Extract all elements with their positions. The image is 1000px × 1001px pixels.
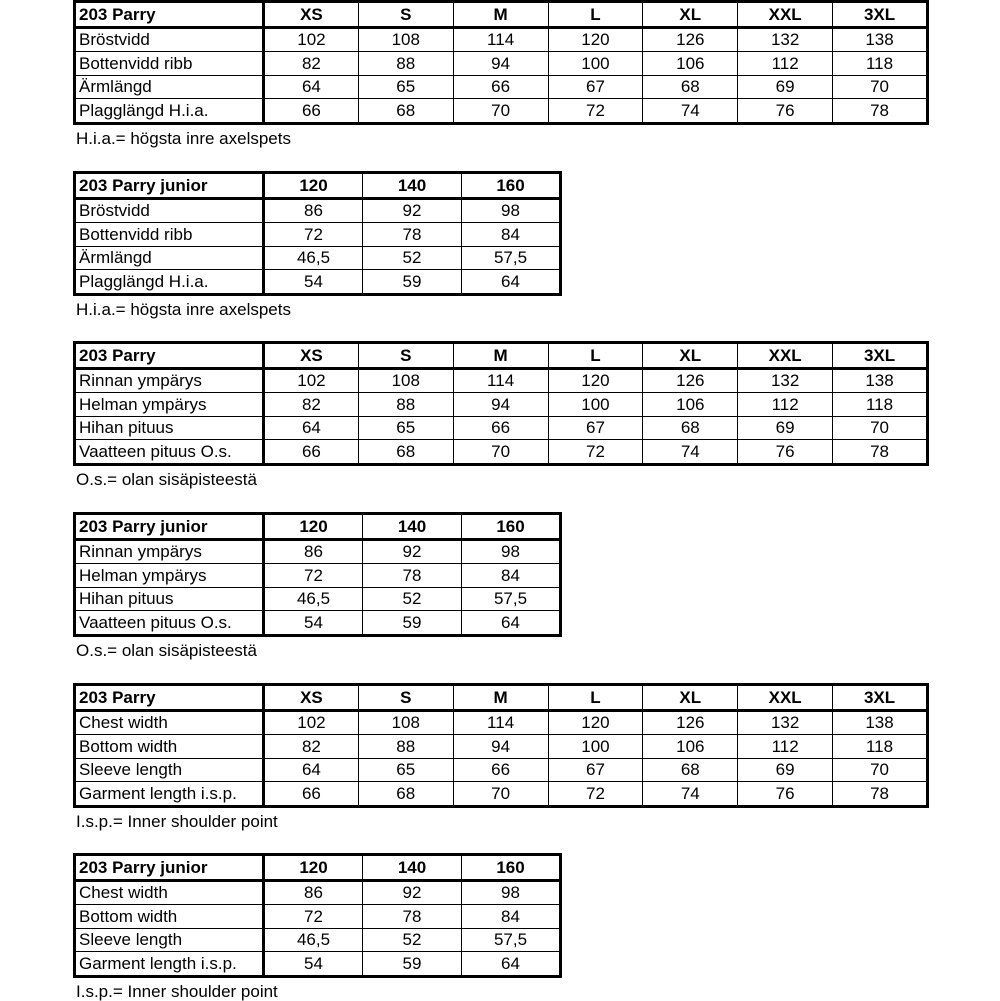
measurement-value: 52 [363,246,462,270]
measurement-value: 138 [833,27,928,52]
size-header-cell: 140 [363,855,462,881]
table-header-row [75,514,561,540]
measurement-value: 86 [264,198,363,223]
table-title: 203 Parry junior [75,173,264,199]
measurement-value: 118 [833,393,928,417]
measurement-label: Sleeve length [75,758,264,782]
measurement-value: 120 [548,368,643,393]
measurement-value: 64 [462,611,561,636]
measurement-value: 64 [264,758,359,782]
size-table-block [73,341,929,488]
measurement-value: 66 [264,99,359,124]
measurement-value: 132 [738,27,833,52]
measurement-value: 92 [363,539,462,564]
table-footnote: O.s.= olan sisäpisteestä [76,640,257,660]
measurement-value: 102 [264,368,359,393]
measurement-value: 100 [548,393,643,417]
measurement-label: Ärmlängd [75,75,264,99]
measurement-label: Bottom width [75,905,264,929]
measurement-value: 98 [462,539,561,564]
measurement-value: 72 [264,223,363,247]
size-header-cell: 120 [264,173,363,199]
measurement-value: 65 [358,416,453,440]
measurement-label: Ärmlängd [75,246,264,270]
size-header-cell: 160 [462,855,561,881]
measurement-value: 68 [643,416,738,440]
measurement-value: 57,5 [462,246,561,270]
table-row [75,52,928,76]
size-header-cell: 160 [462,514,561,540]
table-row [75,539,561,564]
size-table-block [73,0,929,147]
table-row [75,564,561,588]
measurement-value: 76 [738,440,833,465]
table-title: 203 Parry [75,2,264,28]
measurement-value: 114 [453,368,548,393]
measurement-value: 66 [264,782,359,807]
measurement-label: Vaatteen pituus O.s. [75,611,264,636]
measurement-value: 112 [738,52,833,76]
measurement-value: 52 [363,587,462,611]
measurement-value: 94 [453,52,548,76]
table-header-row [75,685,928,711]
measurement-value: 126 [643,710,738,735]
table-row [75,952,561,977]
measurement-value: 92 [363,198,462,223]
size-header-cell: L [548,343,643,369]
measurement-value: 132 [738,368,833,393]
measurement-value: 59 [363,611,462,636]
size-header-cell: 3XL [833,685,928,711]
measurement-value: 98 [462,880,561,905]
measurement-value: 94 [453,393,548,417]
measurement-value: 70 [453,99,548,124]
measurement-value: 72 [548,99,643,124]
size-header-cell: M [453,343,548,369]
size-header-cell: 120 [264,855,363,881]
measurement-value: 76 [738,782,833,807]
measurement-value: 118 [833,735,928,759]
table-row [75,710,928,735]
table-row [75,611,561,636]
table-row [75,782,928,807]
measurement-value: 70 [833,416,928,440]
measurement-label: Chest width [75,710,264,735]
measurement-value: 64 [462,952,561,977]
measurement-value: 106 [643,52,738,76]
table-row [75,27,928,52]
measurement-value: 94 [453,735,548,759]
measurement-value: 84 [462,223,561,247]
measurement-value: 69 [738,75,833,99]
table-row [75,905,561,929]
size-header-cell: 140 [363,173,462,199]
measurement-value: 100 [548,735,643,759]
table-row [75,440,928,465]
measurement-label: Plagglängd H.i.a. [75,99,264,124]
measurement-value: 112 [738,393,833,417]
measurement-label: Helman ympärys [75,393,264,417]
measurement-value: 78 [833,782,928,807]
measurement-value: 70 [833,758,928,782]
measurement-value: 78 [833,440,928,465]
measurement-value: 65 [358,75,453,99]
table-row [75,758,928,782]
measurement-value: 88 [358,735,453,759]
size-table-junior-block [73,512,562,659]
measurement-value: 74 [643,440,738,465]
measurement-value: 78 [363,223,462,247]
measurement-value: 69 [738,758,833,782]
table-row [75,223,561,247]
size-header-cell: S [358,343,453,369]
measurement-value: 67 [548,758,643,782]
measurement-value: 98 [462,198,561,223]
size-table [73,0,929,125]
measurement-value: 66 [453,75,548,99]
measurement-value: 70 [453,782,548,807]
measurement-value: 84 [462,564,561,588]
table-footnote: H.i.a.= högsta inre axelspets [76,299,291,319]
measurement-value: 72 [264,905,363,929]
measurement-value: 88 [358,393,453,417]
measurement-label: Bottenvidd ribb [75,223,264,247]
size-table-junior [73,853,562,978]
table-row [75,416,928,440]
measurement-value: 64 [264,416,359,440]
measurement-value: 68 [358,440,453,465]
measurement-value: 46,5 [264,587,363,611]
table-row [75,246,561,270]
measurement-value: 57,5 [462,928,561,952]
measurement-value: 100 [548,52,643,76]
measurement-value: 72 [548,782,643,807]
size-header-cell: 120 [264,514,363,540]
measurement-value: 114 [453,710,548,735]
measurement-value: 106 [643,393,738,417]
size-table-junior [73,512,562,637]
measurement-value: 132 [738,710,833,735]
measurement-label: Hihan pituus [75,416,264,440]
measurement-value: 46,5 [264,928,363,952]
size-header-cell: XS [264,343,359,369]
size-header-cell: 160 [462,173,561,199]
measurement-value: 112 [738,735,833,759]
table-row [75,99,928,124]
measurement-value: 108 [358,710,453,735]
measurement-value: 69 [738,416,833,440]
measurement-value: 65 [358,758,453,782]
size-header-cell: S [358,2,453,28]
size-table [73,683,929,808]
measurement-label: Bottom width [75,735,264,759]
size-table-junior-block [73,853,562,1000]
measurement-value: 126 [643,27,738,52]
measurement-value: 82 [264,393,359,417]
table-row [75,368,928,393]
measurement-value: 70 [833,75,928,99]
table-row [75,587,561,611]
measurement-value: 54 [264,270,363,295]
size-table-junior [73,171,562,296]
measurement-value: 72 [548,440,643,465]
measurement-value: 114 [453,27,548,52]
measurement-value: 74 [643,99,738,124]
table-footnote: I.s.p.= Inner shoulder point [76,811,278,831]
table-footnote: H.i.a.= högsta inre axelspets [76,128,291,148]
measurement-value: 138 [833,368,928,393]
measurement-value: 64 [264,75,359,99]
table-row [75,270,561,295]
table-footnote: I.s.p.= Inner shoulder point [76,981,278,1001]
measurement-value: 102 [264,27,359,52]
size-header-cell: XL [643,343,738,369]
measurement-label: Garment length i.s.p. [75,952,264,977]
measurement-label: Sleeve length [75,928,264,952]
table-header-row [75,2,928,28]
size-table-block [73,683,929,830]
measurement-value: 67 [548,75,643,99]
size-header-cell: XXL [738,2,833,28]
size-header-cell: XXL [738,685,833,711]
measurement-value: 92 [363,880,462,905]
measurement-value: 138 [833,710,928,735]
measurement-value: 108 [358,27,453,52]
measurement-value: 76 [738,99,833,124]
measurement-value: 72 [264,564,363,588]
size-table-junior-block [73,171,562,318]
measurement-label: Rinnan ympärys [75,368,264,393]
measurement-value: 57,5 [462,587,561,611]
size-header-cell: 3XL [833,2,928,28]
measurement-label: Bröstvidd [75,27,264,52]
measurement-value: 102 [264,710,359,735]
size-header-cell: XS [264,2,359,28]
measurement-value: 54 [264,952,363,977]
measurement-value: 66 [453,416,548,440]
measurement-value: 67 [548,416,643,440]
measurement-value: 126 [643,368,738,393]
measurement-value: 59 [363,270,462,295]
measurement-value: 64 [462,270,561,295]
measurement-label: Garment length i.s.p. [75,782,264,807]
measurement-value: 120 [548,710,643,735]
table-title: 203 Parry [75,343,264,369]
measurement-value: 66 [453,758,548,782]
table-title: 203 Parry junior [75,855,264,881]
size-header-cell: XL [643,685,738,711]
measurement-label: Helman ympärys [75,564,264,588]
measurement-value: 70 [453,440,548,465]
measurement-value: 108 [358,368,453,393]
table-title: 203 Parry [75,685,264,711]
measurement-value: 68 [358,99,453,124]
measurement-label: Hihan pituus [75,587,264,611]
measurement-value: 78 [363,564,462,588]
measurement-value: 68 [358,782,453,807]
measurement-value: 66 [264,440,359,465]
measurement-value: 68 [643,758,738,782]
measurement-value: 82 [264,52,359,76]
table-header-row [75,173,561,199]
measurement-value: 74 [643,782,738,807]
size-table [73,341,929,466]
size-header-cell: L [548,685,643,711]
size-header-cell: 3XL [833,343,928,369]
measurement-label: Chest width [75,880,264,905]
measurement-value: 86 [264,539,363,564]
measurement-value: 52 [363,928,462,952]
measurement-value: 54 [264,611,363,636]
size-header-cell: L [548,2,643,28]
table-footnote: O.s.= olan sisäpisteestä [76,469,257,489]
measurement-label: Rinnan ympärys [75,539,264,564]
size-header-cell: XS [264,685,359,711]
measurement-value: 78 [363,905,462,929]
table-row [75,735,928,759]
size-header-cell: XL [643,2,738,28]
measurement-value: 59 [363,952,462,977]
measurement-label: Bröstvidd [75,198,264,223]
table-row [75,198,561,223]
measurement-value: 68 [643,75,738,99]
measurement-label: Bottenvidd ribb [75,52,264,76]
measurement-value: 118 [833,52,928,76]
measurement-label: Vaatteen pituus O.s. [75,440,264,465]
size-header-cell: 140 [363,514,462,540]
measurement-label: Plagglängd H.i.a. [75,270,264,295]
measurement-value: 82 [264,735,359,759]
measurement-value: 88 [358,52,453,76]
table-title: 203 Parry junior [75,514,264,540]
measurement-value: 78 [833,99,928,124]
measurement-value: 84 [462,905,561,929]
measurement-value: 120 [548,27,643,52]
table-row [75,880,561,905]
measurement-value: 86 [264,880,363,905]
size-header-cell: M [453,2,548,28]
measurement-value: 106 [643,735,738,759]
size-header-cell: M [453,685,548,711]
size-header-cell: S [358,685,453,711]
table-header-row [75,343,928,369]
table-row [75,75,928,99]
table-header-row [75,855,561,881]
table-row [75,928,561,952]
table-row [75,393,928,417]
size-header-cell: XXL [738,343,833,369]
measurement-value: 46,5 [264,246,363,270]
